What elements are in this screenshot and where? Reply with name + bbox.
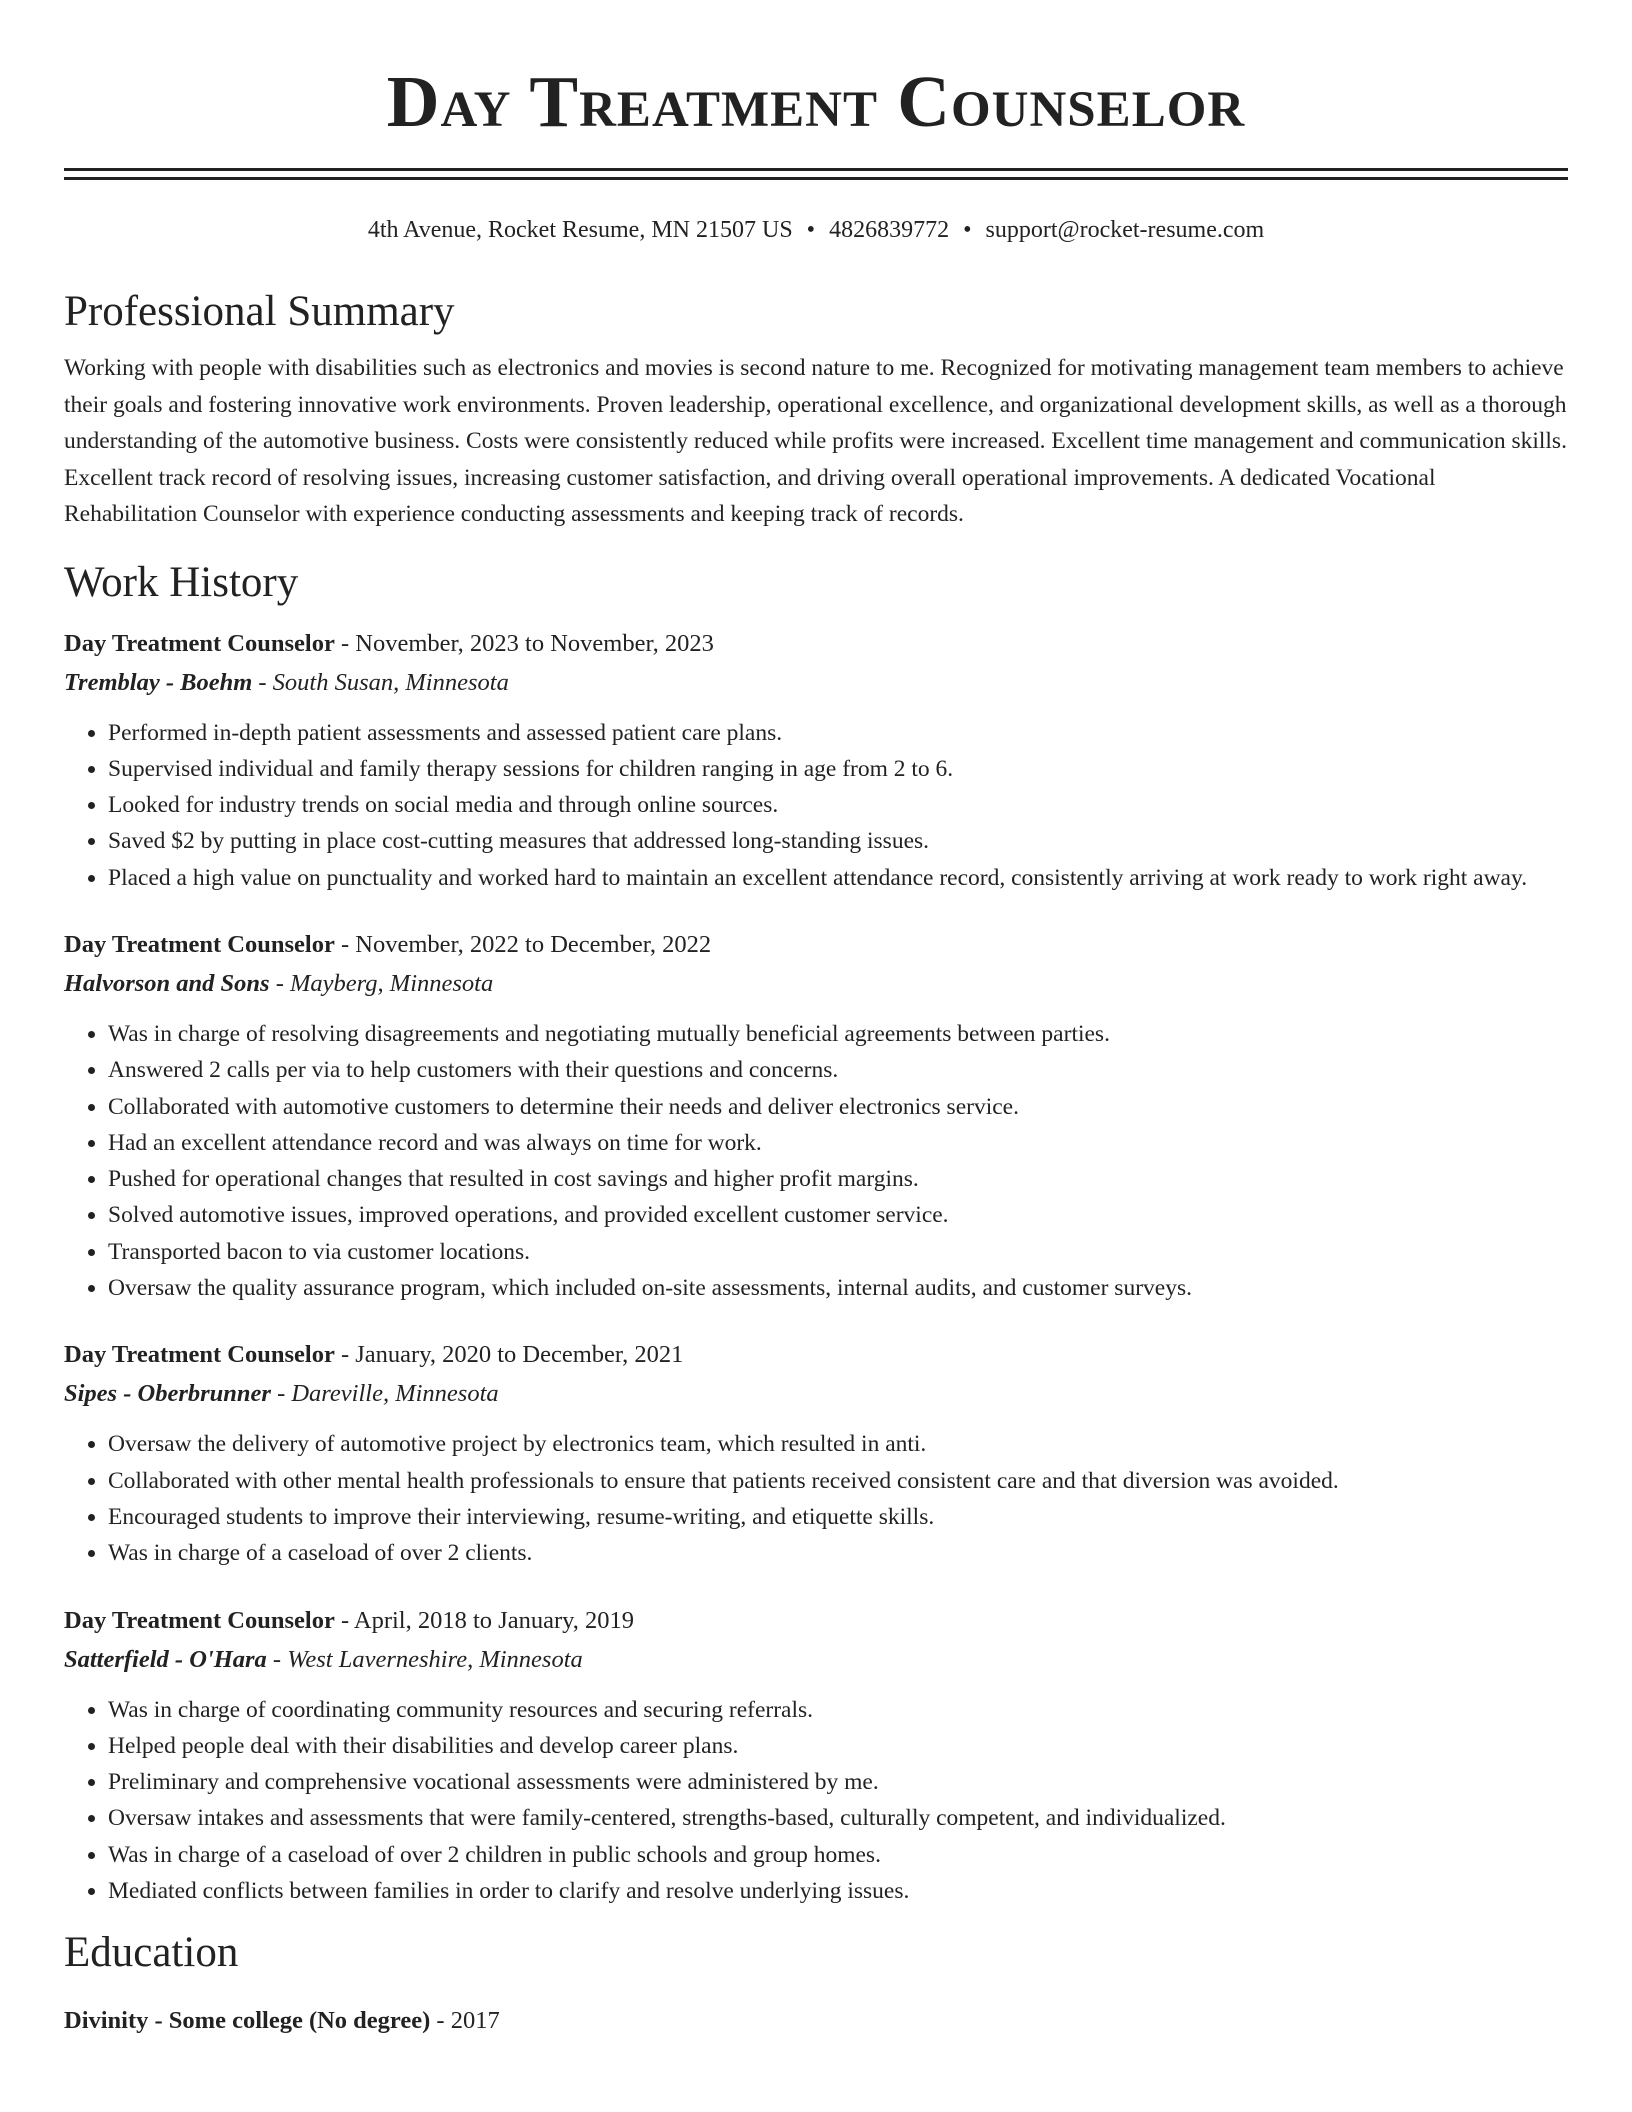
section-heading: Education bbox=[64, 1929, 239, 1977]
job-entry bbox=[64, 625, 1568, 896]
employer-location: - Dareville, Minnesota bbox=[270, 1380, 499, 1408]
duty-item: • Transported bacon to via customer locations. bbox=[108, 1234, 1568, 1270]
header-divider-top bbox=[64, 168, 1568, 171]
resume-name: Day Treatment Counselor bbox=[386, 61, 1246, 142]
header-divider-bottom bbox=[64, 177, 1568, 180]
job-employer-line bbox=[64, 1640, 1568, 1680]
bullet-separator: • bbox=[963, 217, 972, 243]
duty-item: • Preliminary and comprehensive vocational assessments were administered by me. bbox=[108, 1764, 1568, 1800]
duty-item: • Pushed for operational changes that resulted in cost savings and higher profit margins. bbox=[108, 1161, 1568, 1197]
job-header bbox=[64, 926, 1568, 964]
job-entry bbox=[64, 1602, 1568, 1910]
job-header bbox=[64, 1602, 1568, 1640]
job-entry bbox=[64, 1336, 1568, 1571]
education-entry bbox=[64, 2001, 1568, 2041]
resume-page bbox=[64, 0, 1568, 2041]
job-title: Day Treatment Counselor bbox=[64, 629, 335, 657]
employer-location: - South Susan, Minnesota bbox=[252, 668, 509, 696]
duty-item: • Mediated conflicts between families in order to clarify and resolve underlying issues. bbox=[108, 1873, 1568, 1909]
duty-item: • Solved automotive issues, improved operations, and provided excellent customer service. bbox=[108, 1197, 1568, 1233]
job-employer-line bbox=[64, 1374, 1568, 1414]
duty-item: • Looked for industry trends on social media and through online sources. bbox=[108, 787, 1568, 823]
job-dates: - November, 2022 to December, 2022 bbox=[334, 930, 712, 958]
duty-item: • Encouraged students to improve their interviewing, resume-writing, and etiquette skills. bbox=[108, 1499, 1568, 1535]
contact-line bbox=[64, 214, 1568, 246]
work-history-section bbox=[64, 555, 1568, 1910]
education-year: - 2017 bbox=[430, 2007, 500, 2035]
duty-item: • Oversaw the delivery of automotive project by electronics team, which resulted in anti. bbox=[108, 1426, 1568, 1462]
contact-email: support@rocket-resume.com bbox=[985, 217, 1265, 243]
job-title: Day Treatment Counselor bbox=[64, 1606, 335, 1634]
duty-item: • Was in charge of a caseload of over 2 children in public schools and group homes. bbox=[108, 1837, 1568, 1873]
job-entry bbox=[64, 926, 1568, 1306]
duty-list bbox=[64, 1016, 1568, 1306]
duty-list bbox=[64, 1692, 1568, 1910]
duty-item: • Helped people deal with their disabilities and develop career plans. bbox=[108, 1728, 1568, 1764]
job-dates: - April, 2018 to January, 2019 bbox=[334, 1606, 635, 1634]
summary-text: Working with people with disabilities such as electronics and movies is second nature to me. Recognized for motivating management team members to achieve their goals and fostering innovative work environments. Proven leadership, operational excellence, and organizational development skills, as well as a thorough understanding of the automotive business. Costs were consistently reduced while profits were increased. Excellent time management and communication skills. Excellent track record of resolving issues, increasing customer satisfaction, and driving overall operational improvements. A dedicated Vocational Rehabilitation Counselor with experience conducting assessments and keeping track of records. bbox=[64, 355, 1567, 527]
employer-location: - West Laverneshire, Minnesota bbox=[266, 1645, 583, 1673]
duty-item: • Supervised individual and family therapy sessions for children ranging in age from 2 to 6. bbox=[108, 751, 1568, 787]
duty-item: • Collaborated with automotive customers to determine their needs and deliver electronics service. bbox=[108, 1089, 1568, 1125]
employer-name: Satterfield - O'Hara bbox=[64, 1645, 267, 1673]
duty-item: • Was in charge of coordinating community resources and securing referrals. bbox=[108, 1692, 1568, 1728]
section-heading: Professional Summary bbox=[64, 288, 455, 335]
employer-name: Halvorson and Sons bbox=[64, 969, 270, 997]
job-employer-line bbox=[64, 663, 1568, 703]
duty-item: • Had an excellent attendance record and was always on time for work. bbox=[108, 1125, 1568, 1161]
contact-phone: 4826839772 bbox=[829, 217, 950, 243]
employer-name: Sipes - Oberbrunner bbox=[64, 1380, 271, 1408]
duty-item: • Placed a high value on punctuality and worked hard to maintain an excellent attendance record, consistently arriving at work ready to work right away. bbox=[108, 860, 1568, 896]
bullet-separator: • bbox=[806, 217, 816, 243]
education-section bbox=[64, 1925, 1568, 2041]
duty-item: • Was in charge of resolving disagreements and negotiating mutually beneficial agreements between parties. bbox=[108, 1016, 1568, 1052]
duty-list bbox=[64, 715, 1568, 896]
duty-item: • Was in charge of a caseload of over 2 clients. bbox=[108, 1535, 1568, 1571]
section-heading: Work History bbox=[64, 558, 299, 606]
duty-item: • Performed in-depth patient assessments and assessed patient care plans. bbox=[108, 715, 1568, 751]
job-title: Day Treatment Counselor bbox=[64, 930, 335, 958]
employer-name: Tremblay - Boehm bbox=[64, 668, 253, 696]
duty-item: • Collaborated with other mental health professionals to ensure that patients received consistent care and that diversion was avoided. bbox=[108, 1463, 1568, 1499]
job-dates: - January, 2020 to December, 2021 bbox=[334, 1341, 684, 1369]
employer-location: - Mayberg, Minnesota bbox=[269, 969, 494, 997]
duty-item: • Oversaw intakes and assessments that were family-centered, strengths-based, culturally competent, and individualized. bbox=[108, 1800, 1568, 1836]
job-header bbox=[64, 1336, 1568, 1374]
job-dates: - November, 2023 to November, 2023 bbox=[334, 629, 714, 657]
professional-summary-section bbox=[64, 284, 1568, 533]
job-employer-line bbox=[64, 964, 1568, 1004]
contact-address: 4th Avenue, Rocket Resume, MN 21507 US bbox=[367, 217, 793, 243]
duty-list bbox=[64, 1426, 1568, 1571]
duty-item: • Oversaw the quality assurance program, which included on-site assessments, internal audits, and customer surveys. bbox=[108, 1270, 1568, 1306]
education-degree: Divinity - Some college (No degree) bbox=[64, 2007, 431, 2035]
duty-item: • Saved $2 by putting in place cost-cutting measures that addressed long-standing issues. bbox=[108, 823, 1568, 859]
job-header bbox=[64, 625, 1568, 663]
job-title: Day Treatment Counselor bbox=[64, 1341, 335, 1369]
duty-item: • Answered 2 calls per via to help customers with their questions and concerns. bbox=[108, 1052, 1568, 1088]
